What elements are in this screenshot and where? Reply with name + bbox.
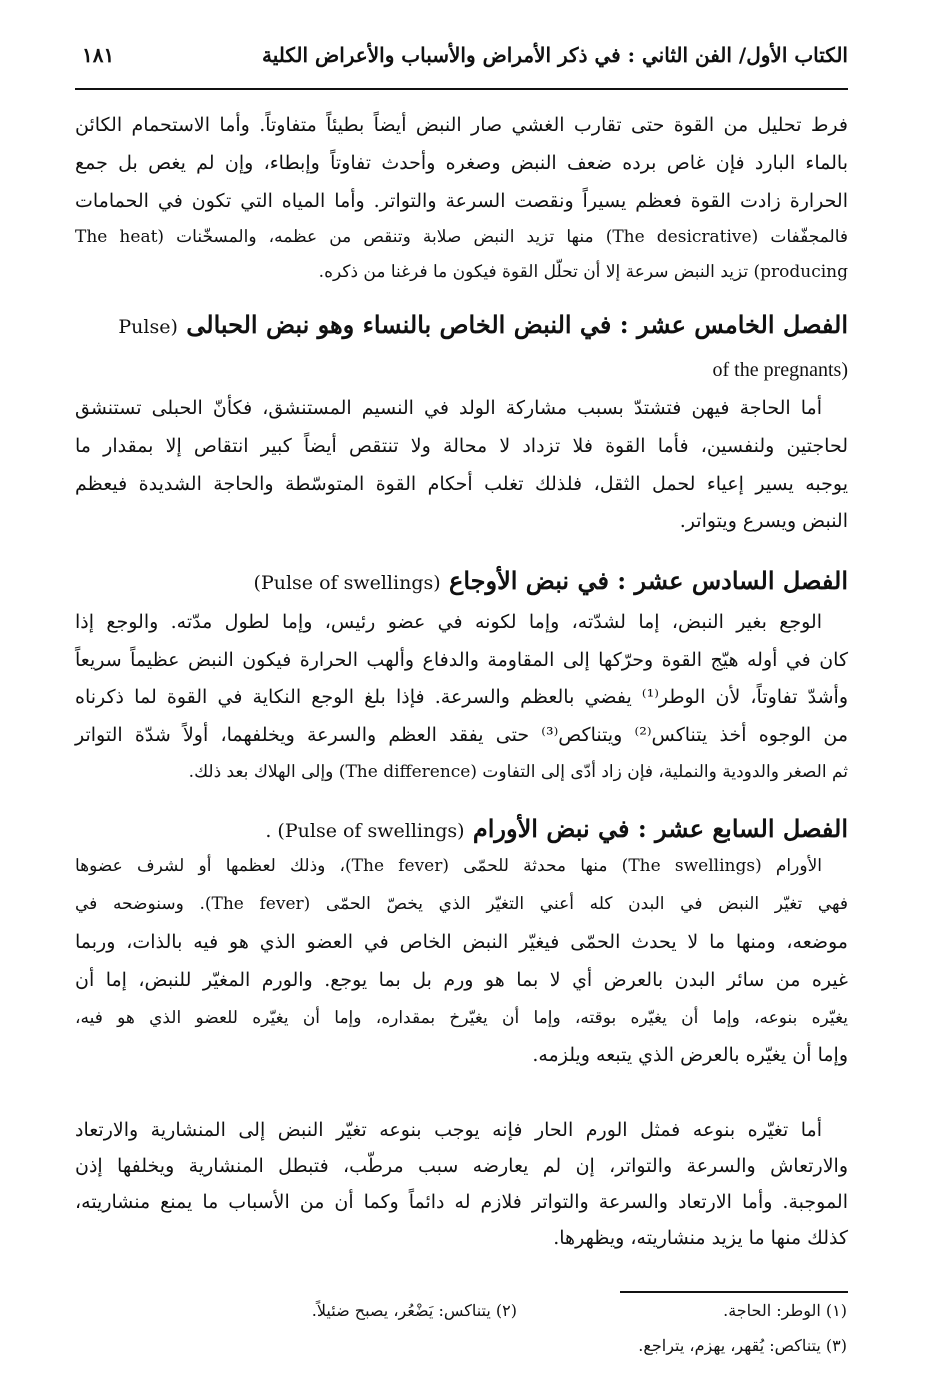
section-15-line: أما الحاجة فيهن فتشتدّ بسبب مشاركة الولد في النسيم المستنشق، فكأنّ الحبلى تستنشق — [75, 397, 822, 419]
header-divider — [75, 88, 848, 90]
section-16-line: ثم الصغر والدودية والنملية، فإن زاد أدّى إلى التفاوت (The difference) وإلى الهلاك بعد ذلك. — [188, 762, 848, 782]
section-17-line: وإما أن يغيّره بالعرض الذي يتبعه ويلزمه. — [532, 1044, 848, 1066]
footnote-3: (٣) يتناكص: يُقهر، يهزم، يتراجع. — [638, 1336, 847, 1355]
section-17-para2-line: والارتعاش والسرعة والتواتر، إن لم يعارضه سبب مرطّب، فتبطل المنشارية ويخلفها إذن — [75, 1155, 848, 1177]
section-16-line: كان في أوله هيّج القوة وحرّكها إلى المقاومة والدفاع وألهب الحرارة فيكون النبض عظيماً سريعاً — [75, 649, 848, 671]
section-15-title-en-cont: of the pregnants) — [712, 359, 848, 381]
para1-line: فرط تحليل من القوة حتى تقارب الغشي صار النبض أيضاً بطيئاً متفاوتاً. وأما الاستحمام الكائن — [75, 114, 848, 136]
section-17-heading — [75, 811, 848, 849]
section-15-title: الفصل الخامس عشر : في النبض الخاص بالنساء وهو نبض الحبالى — [186, 310, 848, 339]
para1-line: فالمجفّفات (The desicrative) منها تزيد النبض صلابة وتنقص من عظمه، والمسخّنات (The heat — [75, 227, 848, 247]
section-17-title-en: (Pulse of swellings) . — [265, 820, 465, 842]
section-16-title-en: (Pulse of swellings) — [253, 572, 441, 594]
section-16-title: الفصل السادس عشر : في نبض الأوجاع — [449, 566, 848, 595]
section-15-title-en: (Pulse — [118, 316, 178, 338]
section-16-line: وأشدّ تفاوتاً، لأن الوطر⁽¹⁾ يفضي بالعظم والسرعة. فإذا بلغ الوجع النكاية في القوة لما ذكرناه — [75, 686, 848, 708]
footnote-1: (١) الوطر: الحاجة. — [723, 1301, 847, 1320]
section-15-heading — [75, 307, 848, 345]
para1-line: الحرارة زادت القوة فعظم يسيراً ونقصت السرعة والتواتر. وأما المياه التي تكون في الحمامات — [75, 190, 848, 212]
section-17-para2-line: الموجبة. وأما الارتعاد والسرعة والتواتر فلازم له دائماً وكما أن من الأسباب ما يمنع منشاريته، — [75, 1191, 848, 1213]
section-17-line: فهي تغيّر النبض في البدن كله أعني التغيّر الذي يخصّ الحمّى (The fever). وسنوضحه في — [75, 894, 848, 914]
section-15-line: يوجبه يسير إعياء لحمل الثقل، فلذلك تغلب أحكام القوة المتوسّطة والحاجة الشديدة فيعظم — [75, 473, 848, 495]
section-15-line: النبض ويسرع ويتواتر. — [679, 510, 848, 532]
section-17-para2-line: كذلك منها ما يزيد منشاريته، ويظهرها. — [553, 1227, 848, 1249]
section-17-line: موضعه، ومنها ما لا يحدث الحمّى فيغيّر النبض الخاص في العضو الذي هو فيه بالذات، وربما — [75, 931, 848, 953]
section-16-line: الوجع بغير النبض، إما لشدّته، وإما لكونه في عضو رئيس، وإما لطول مدّته. والوجع إذا — [75, 611, 822, 633]
section-17-line: يغيّره بنوعه، وإما أن يغيّره بوقته، وإما أن يغيّرخ بمقداره، وإما أن يغيّره للعضو الذي هو فيه، — [75, 1008, 848, 1028]
section-17-para2-line: أما تغيّره بنوعه فمثل الورم الحار فإنه يوجب بنوعه تغيّر النبض إلى المنشارية والارتعاد — [75, 1119, 822, 1141]
footnote-2: (٢) يتناكس: يَضْعُر، يصبح ضئيلاً. — [311, 1301, 517, 1320]
section-17-line: غيره من سائر البدن بالعرض أي لا بما هو ورم بل بما يوجع. والورم المغيّر للنبض، إما أن — [75, 969, 848, 991]
section-15-line: لحاجتين ولنفسين، فأما القوة فلا تزداد لا محالة ولا تنتقص أيضاً كبير انتقاص إلا بمقدار ما — [75, 435, 848, 457]
page-number: ١٨١ — [82, 43, 115, 67]
section-16-line: من الوجوه أخذ يتناكس⁽²⁾ ويتناكص⁽³⁾ حتى يفقد العظم والسرعة ويخلفهما، أولاً شدّة التواتر — [75, 724, 848, 746]
section-17-line: الأورام (The swellings) منها محدثة للحمّى (The fever)، وذلك لعظمها أو لشرف عضوها — [75, 856, 822, 876]
section-16-heading — [75, 563, 848, 601]
para1-line: بالماء البارد فإن غاص برده ضعف النبض وصغره وأحدث تفاوتاً وإبطاء، وإن لم يغص بل جمع — [75, 152, 848, 174]
para1-line: producing) تزيد النبض سرعة إلا أن تحلّل القوة فيكون ما فرغنا من ذكره. — [318, 262, 848, 282]
section-17-title: الفصل السابع عشر : في نبض الأورام — [472, 814, 848, 843]
running-title: الكتاب الأول/ الفن الثاني : في ذكر الأمراض والأسباب والأعراض الكلية — [261, 43, 848, 67]
footnote-divider — [620, 1291, 848, 1293]
